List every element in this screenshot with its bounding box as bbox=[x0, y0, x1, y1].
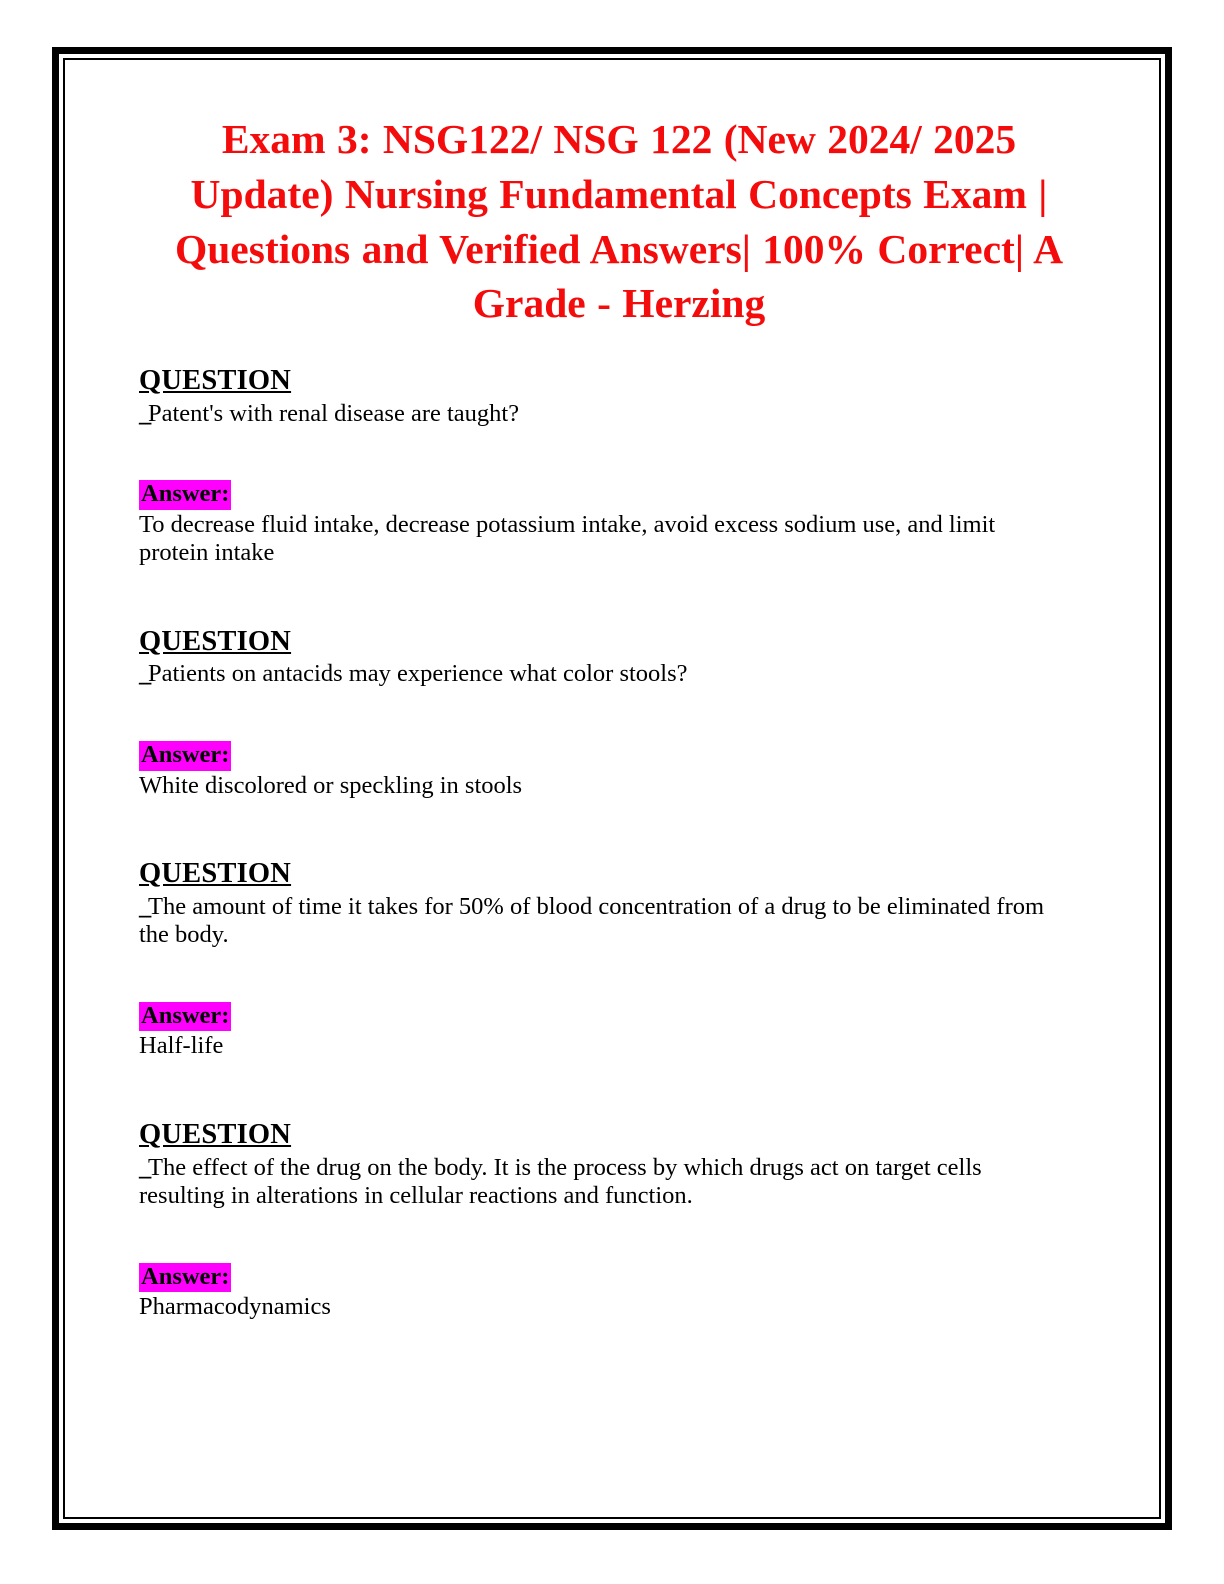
question-heading: QUESTION bbox=[139, 1119, 292, 1151]
document-body bbox=[65, 60, 1159, 1517]
spacer bbox=[139, 950, 1099, 1002]
answer-text: White discolored or speckling in stools bbox=[139, 771, 523, 799]
question-body: Patent's with renal disease are taught? bbox=[148, 399, 520, 427]
page-border-outer bbox=[52, 47, 1172, 1530]
answer-label: Answer: bbox=[139, 1002, 231, 1031]
answer-label-row bbox=[139, 741, 1099, 770]
question-text bbox=[139, 1154, 1057, 1211]
answer-label-row bbox=[139, 1002, 1099, 1031]
lead-dash-mark: _ bbox=[139, 399, 152, 427]
question-body: Patients on antacids may experience what color stools? bbox=[148, 660, 688, 688]
answer-label-row bbox=[139, 480, 1099, 509]
answer-label-row bbox=[139, 1263, 1099, 1292]
question-body: The amount of time it takes for 50% of blood concentration of a drug to be eliminated from the body. bbox=[139, 892, 1045, 949]
lead-dash-mark: _ bbox=[139, 660, 152, 688]
spacer bbox=[139, 428, 1099, 480]
lead-dash-mark: _ bbox=[139, 1153, 152, 1181]
question-body: The effect of the drug on the body. It is the process by which drugs act on target cells resulting in alterations in cellular reactions and function. bbox=[139, 1153, 982, 1210]
question-text bbox=[139, 893, 1057, 950]
qa-block bbox=[139, 1119, 1099, 1322]
answer-label: Answer: bbox=[139, 1263, 231, 1292]
answer-text: Half-life bbox=[139, 1032, 224, 1060]
spacer bbox=[139, 1211, 1099, 1263]
question-text bbox=[139, 400, 1057, 429]
answer-label: Answer: bbox=[139, 480, 231, 509]
qa-block bbox=[139, 858, 1099, 1061]
qa-block bbox=[139, 626, 1099, 800]
qa-block bbox=[139, 365, 1099, 568]
question-text bbox=[139, 660, 1057, 689]
answer-label: Answer: bbox=[139, 741, 231, 770]
answer-text: Pharmacodynamics bbox=[139, 1293, 331, 1321]
question-heading: QUESTION bbox=[139, 625, 292, 657]
page-border-inner bbox=[63, 58, 1161, 1519]
lead-dash-mark: _ bbox=[139, 892, 152, 920]
page-title: Exam 3: NSG122/ NSG 122 (New 2024/ 2025 Update) Nursing Fundamental Concepts Exam | Questions and Verified Answers| 100% Correct| A Grade - Herzing bbox=[174, 116, 1064, 327]
question-heading: QUESTION bbox=[139, 365, 292, 397]
spacer bbox=[139, 689, 1099, 741]
answer-text: To decrease fluid intake, decrease potassium intake, avoid excess sodium use, and limit protein intake bbox=[139, 510, 996, 567]
question-heading: QUESTION bbox=[139, 858, 292, 890]
